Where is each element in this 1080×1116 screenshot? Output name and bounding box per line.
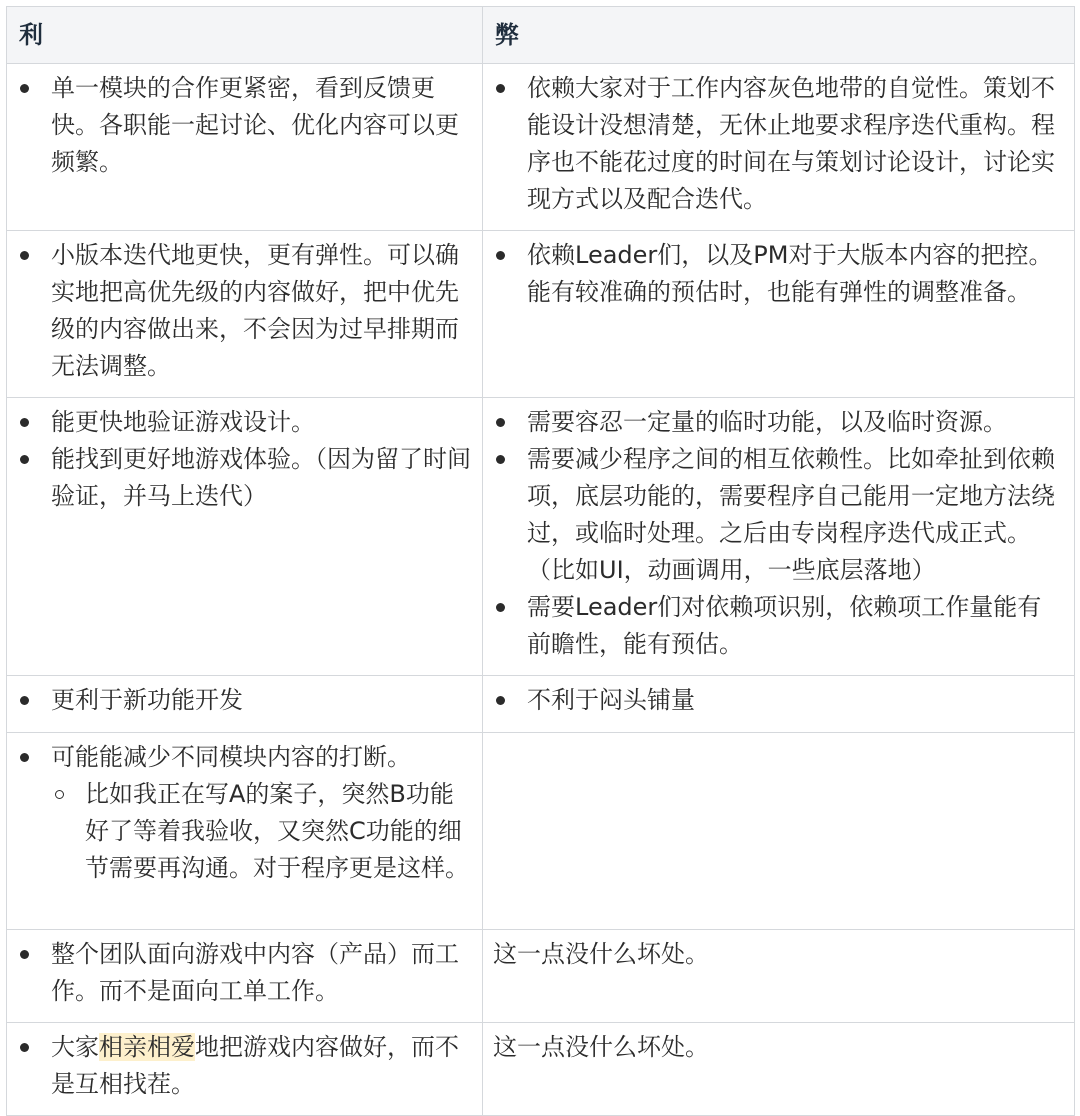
list-item: 需要容忍一定量的临时功能，以及临时资源。	[493, 404, 1064, 441]
pro-list	[17, 70, 472, 181]
pros-cons-table	[6, 6, 1075, 1116]
list-item: 能找到更好地游戏体验。（因为留了时间验证，并马上迭代）	[17, 441, 472, 515]
pro-cell	[7, 231, 483, 398]
list-item: 需要减少程序之间的相互依赖性。比如牵扯到依赖项，底层功能的，需要程序自己能用一定地方法绕过，或临时处理。之后由专岗程序迭代成正式。（比如UI，动画调用，一些底层落地）	[493, 441, 1064, 589]
pros-cons-table-wrapper	[6, 6, 1075, 1116]
list-item: 能更快地验证游戏设计。	[17, 404, 472, 441]
pro-list	[17, 237, 472, 385]
con-cell	[483, 1023, 1075, 1116]
con-cell	[483, 64, 1075, 231]
pro-list	[17, 404, 472, 515]
con-list	[493, 404, 1064, 663]
list-item: 需要Leader们对依赖项识别，依赖项工作量能有前瞻性，能有预估。	[493, 589, 1064, 663]
con-list	[493, 682, 1064, 719]
con-cell	[483, 930, 1075, 1023]
pro-cell	[7, 64, 483, 231]
list-item: 更利于新功能开发	[17, 682, 472, 719]
list-item: 单一模块的合作更紧密，看到反馈更快。各职能一起讨论、优化内容可以更频繁。	[17, 70, 472, 181]
list-item: 依赖Leader们，以及PM对于大版本内容的把控。能有较准确的预估时，也能有弹性的调整准备。	[493, 237, 1064, 311]
list-item: 不利于闷头铺量	[493, 682, 1064, 719]
header-pro: 利	[7, 7, 483, 64]
pro-cell	[7, 930, 483, 1023]
table-row	[7, 1023, 1075, 1116]
text-after-highlight: 地把游戏内容做好，而不是互相找茬。	[51, 1033, 459, 1098]
table-row	[7, 64, 1075, 231]
list-item	[17, 1029, 472, 1103]
pro-list	[17, 682, 472, 719]
con-cell-empty	[483, 733, 1075, 930]
table-row	[7, 676, 1075, 733]
pro-list	[17, 739, 472, 887]
table-row	[7, 930, 1075, 1023]
con-list	[493, 237, 1064, 311]
table-row	[7, 231, 1075, 398]
sub-list-item: 比如我正在写A的案子，突然B功能好了等着我验收，又突然C功能的细节需要再沟通。对于程序更是这样。	[51, 776, 472, 887]
pro-list	[17, 936, 472, 1010]
con-cell	[483, 676, 1075, 733]
list-item-text: 可能能减少不同模块内容的打断。	[51, 743, 411, 771]
con-cell	[483, 398, 1075, 676]
highlighted-text: 相亲相爱	[99, 1033, 195, 1061]
list-item: 小版本迭代地更快，更有弹性。可以确实地把高优先级的内容做好，把中优先级的内容做出来，不会因为过早排期而无法调整。	[17, 237, 472, 385]
header-row	[7, 7, 1075, 64]
pro-cell	[7, 733, 483, 930]
con-cell	[483, 231, 1075, 398]
list-item: 依赖大家对于工作内容灰色地带的自觉性。策划不能设计没想清楚，无休止地要求程序迭代重构。程序也不能花过度的时间在与策划讨论设计，讨论实现方式以及配合迭代。	[493, 70, 1064, 218]
pro-list	[17, 1029, 472, 1103]
table-row	[7, 398, 1075, 676]
list-item	[17, 739, 472, 887]
con-text: 这一点没什么坏处。	[493, 1033, 709, 1061]
pro-cell	[7, 1023, 483, 1116]
con-text: 这一点没什么坏处。	[493, 940, 709, 968]
sub-list	[51, 776, 472, 887]
pro-cell	[7, 398, 483, 676]
table-row	[7, 733, 1075, 930]
pro-cell	[7, 676, 483, 733]
text-before-highlight: 大家	[51, 1033, 99, 1061]
header-con: 弊	[483, 7, 1075, 64]
con-list	[493, 70, 1064, 218]
list-item: 整个团队面向游戏中内容（产品）而工作。而不是面向工单工作。	[17, 936, 472, 1010]
